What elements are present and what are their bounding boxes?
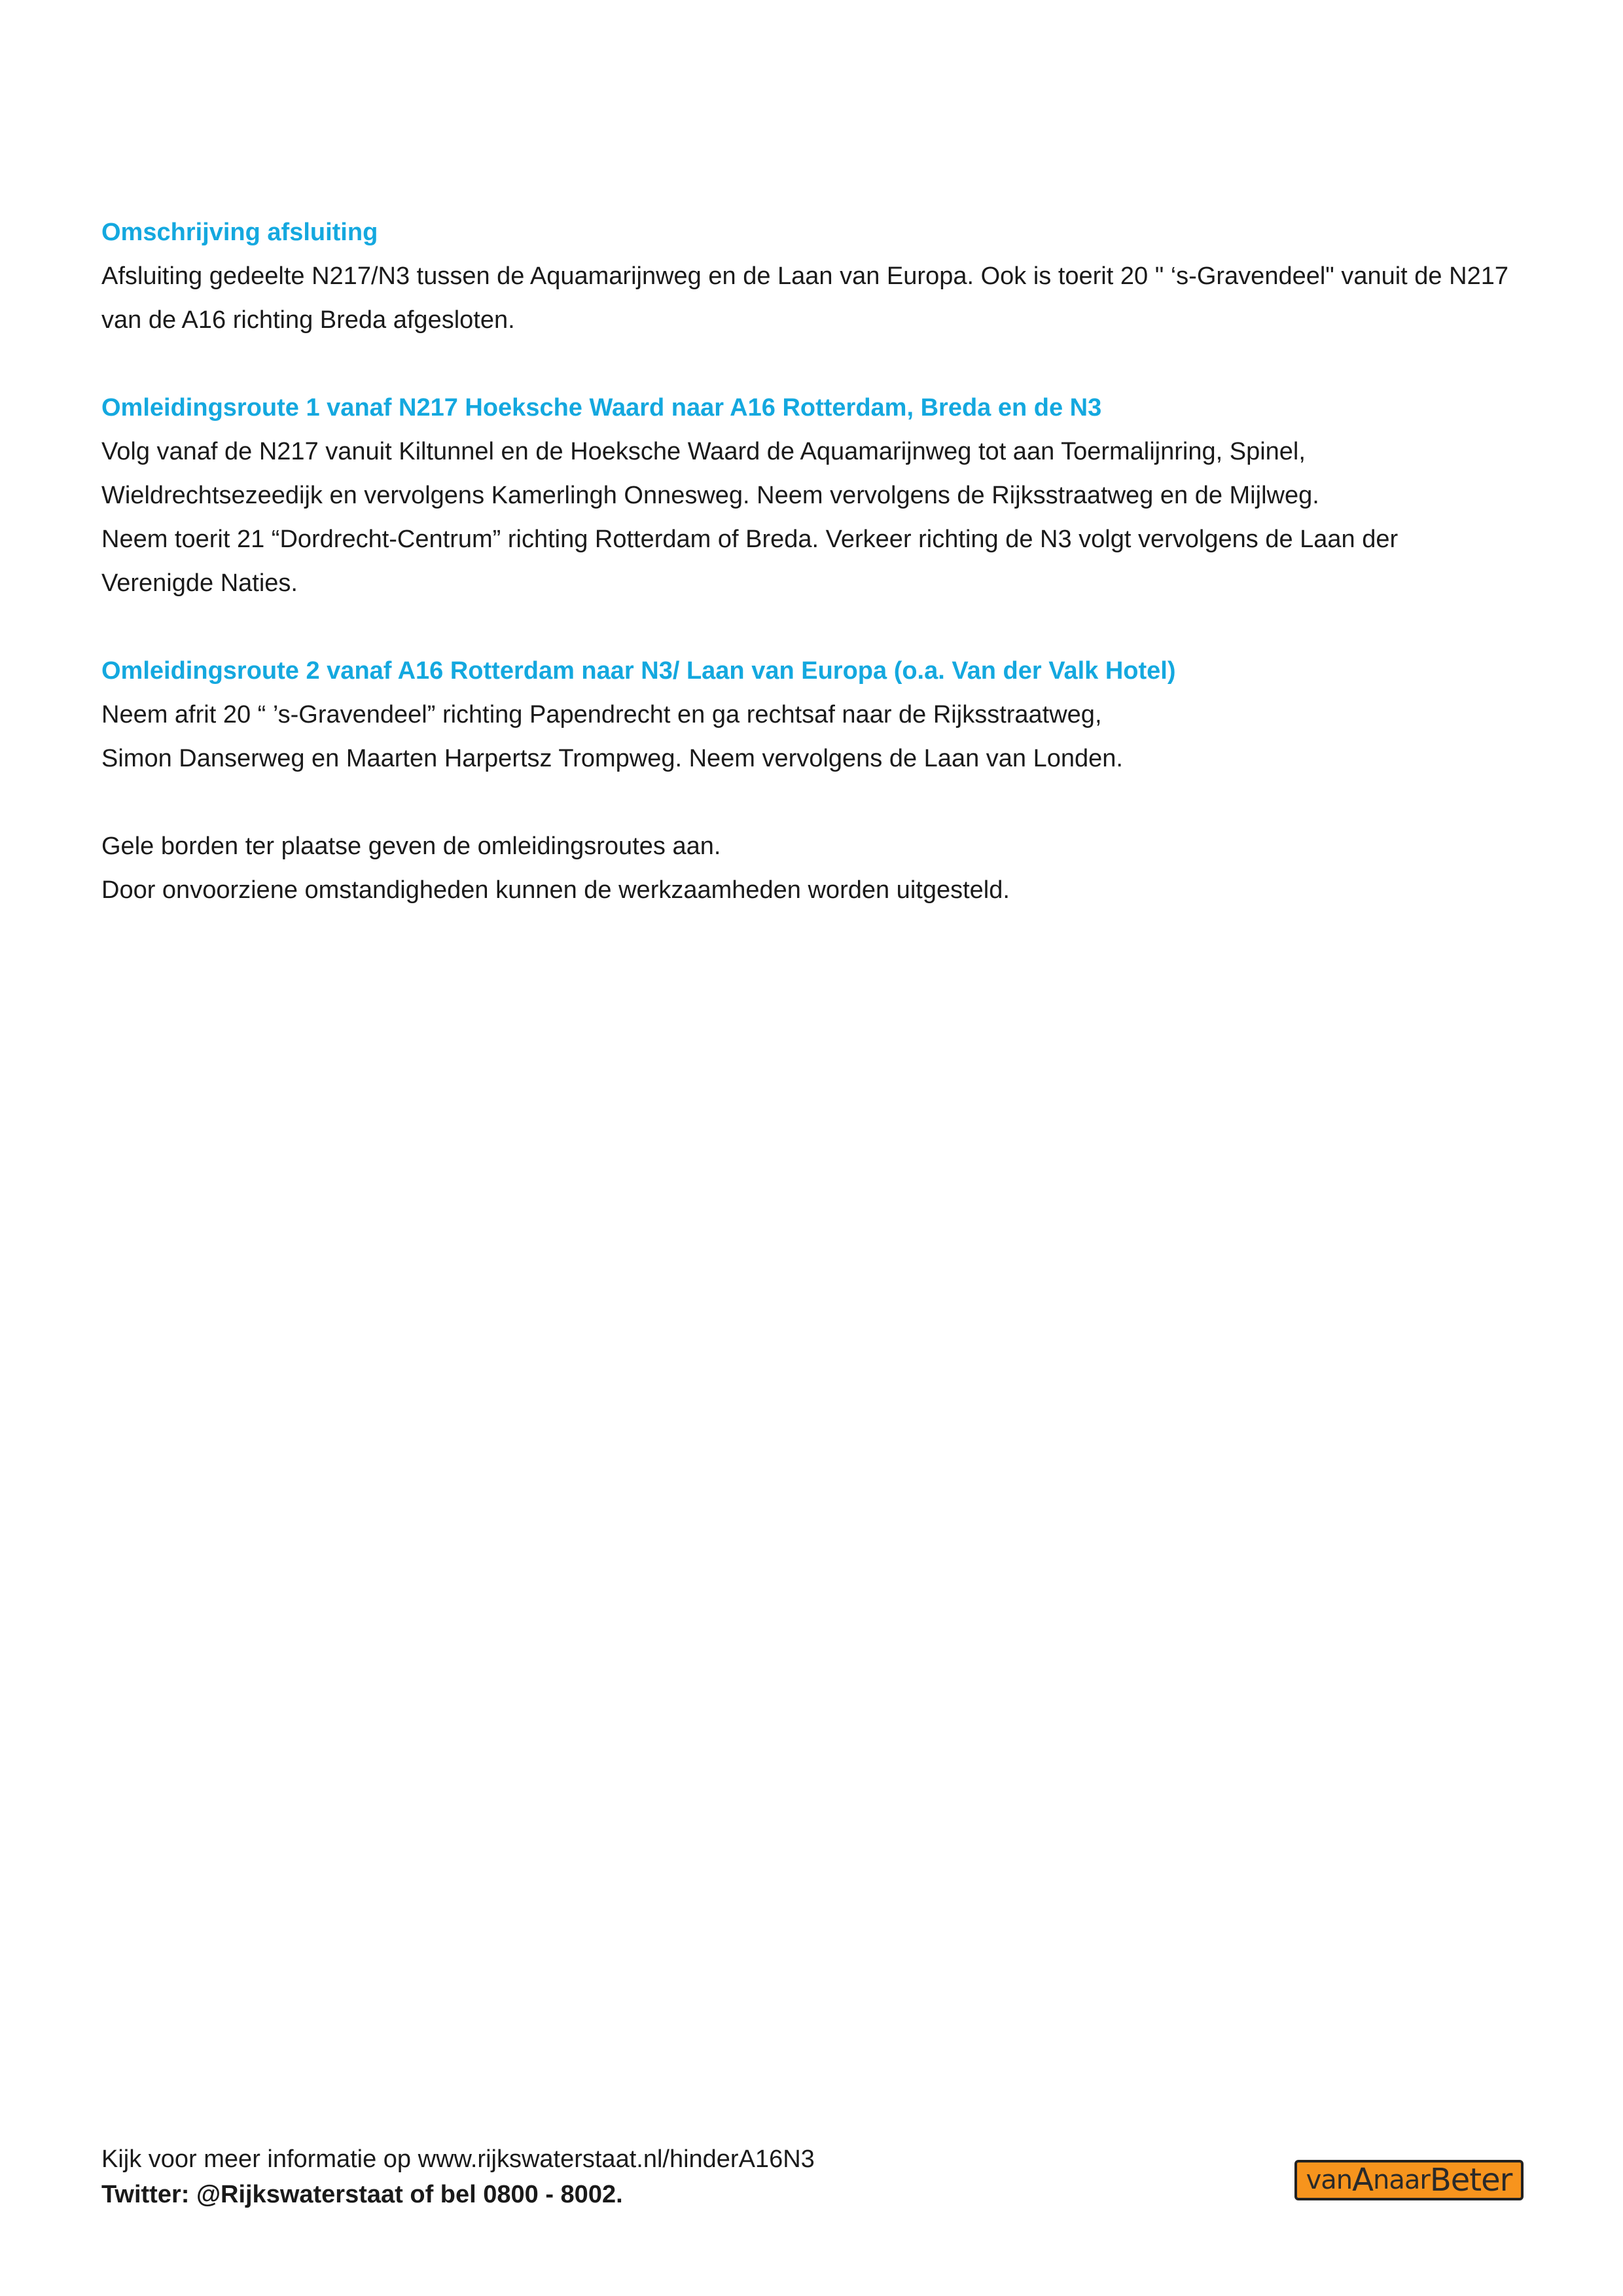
- section-closure-heading: Omschrijving afsluiting: [101, 219, 378, 246]
- logo-text-beter: Beter: [1429, 2162, 1512, 2198]
- spacer: [101, 342, 1528, 386]
- section-route2-line-2: Simon Danserweg en Maarten Harpertsz Trompweg. Neem vervolgens de Laan van Londen.: [101, 745, 1123, 772]
- logo-text-a: A: [1352, 2162, 1373, 2198]
- footer: [101, 2142, 815, 2212]
- logo-text-naar: naar: [1373, 2165, 1430, 2195]
- footer-contact: Twitter: @Rijkswaterstaat of bel 0800 - 8002.: [101, 2181, 623, 2208]
- document-body: [101, 211, 1528, 912]
- spacer: [101, 781, 1528, 825]
- section-route2-heading: Omleidingsroute 2 vanaf A16 Rotterdam naar N3/ Laan van Europa (o.a. Van der Valk Hotel): [101, 657, 1176, 685]
- section-route1-line-4: Verenigde Naties.: [101, 569, 298, 597]
- spacer: [101, 605, 1528, 649]
- section-route1-heading: Omleidingsroute 1 vanaf N217 Hoeksche Waard naar A16 Rotterdam, Breda en de N3: [101, 394, 1102, 422]
- section-closure-line-1: Afsluiting gedeelte N217/N3 tussen de Aquamarijnweg en de Laan van Europa. Ook is toerit 20 " ‘s-Gravendeel" vanuit de N217: [101, 262, 1508, 290]
- notes-line-2: Door onvoorziene omstandigheden kunnen de werkzaamheden worden uitgesteld.: [101, 876, 1010, 904]
- section-route1-line-1: Volg vanaf de N217 vanuit Kiltunnel en de Hoeksche Waard de Aquamarijnweg tot aan Toermalijnring, Spinel,: [101, 438, 1306, 465]
- section-closure-line-2: van de A16 richting Breda afgesloten.: [101, 306, 515, 334]
- van-a-naar-beter-logo: [1294, 2160, 1524, 2200]
- section-route1-line-2: Wieldrechtsezeedijk en vervolgens Kamerlingh Onnesweg. Neem vervolgens de Rijksstraatweg en de Mijlweg.: [101, 482, 1319, 509]
- logo-text-van: van: [1306, 2165, 1353, 2195]
- section-route2-line-1: Neem afrit 20 “ ’s-Gravendeel” richting Papendrecht en ga rechtsaf naar de Rijksstraatweg,: [101, 701, 1102, 728]
- section-route1-line-3: Neem toerit 21 “Dordrecht-Centrum” richting Rotterdam of Breda. Verkeer richting de N3 volgt vervolgens de Laan der: [101, 526, 1399, 553]
- notes-line-1: Gele borden ter plaatse geven de omleidingsroutes aan.: [101, 833, 721, 860]
- footer-info-link[interactable]: Kijk voor meer informatie op www.rijkswaterstaat.nl/hinderA16N3: [101, 2145, 815, 2173]
